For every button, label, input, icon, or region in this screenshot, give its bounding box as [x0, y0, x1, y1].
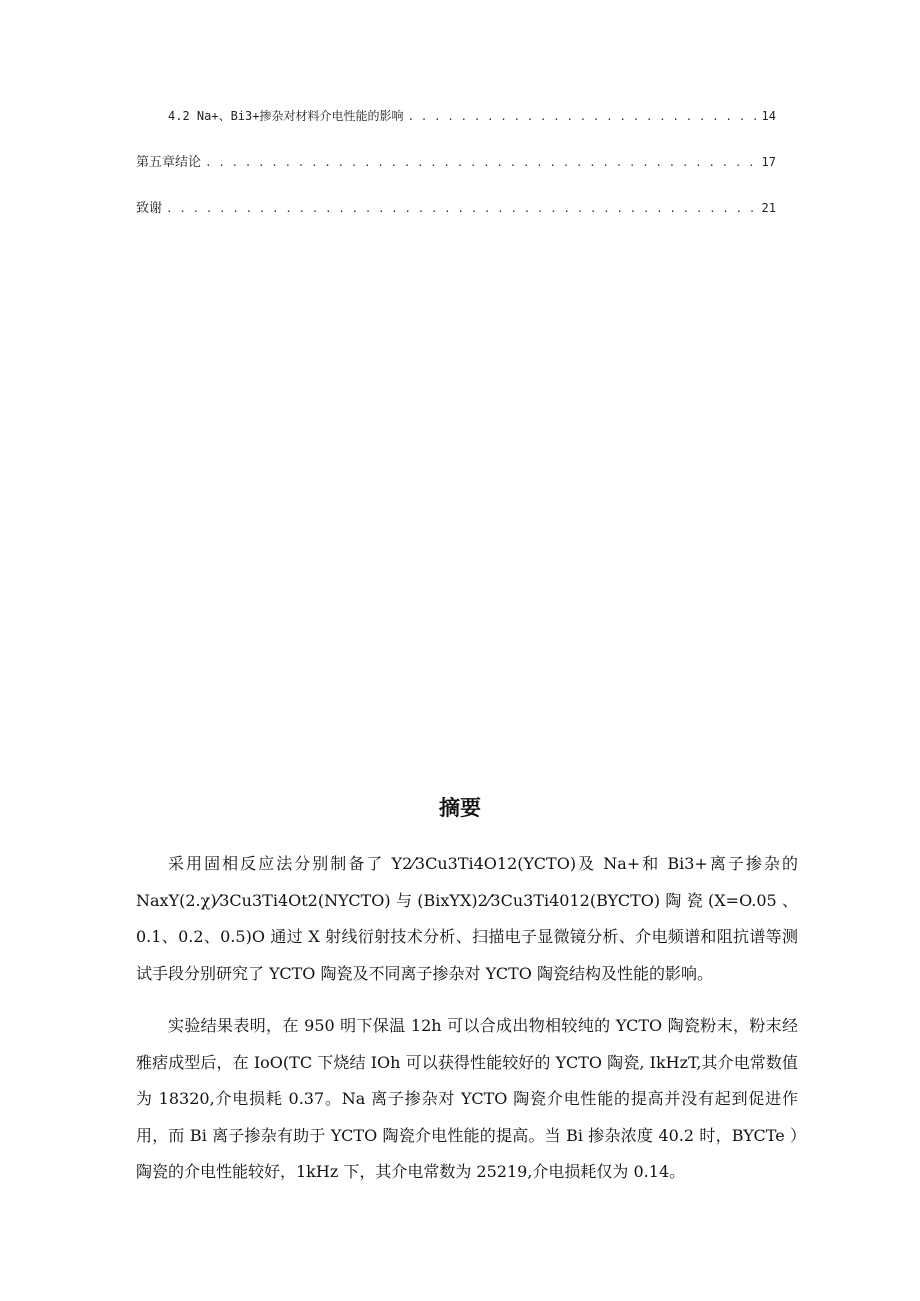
toc-entry-label: 致谢 [136, 201, 163, 216]
toc-entry-acknowledgements[interactable] [136, 197, 776, 216]
toc-leader-dots [205, 156, 758, 169]
toc-leader-dots [166, 202, 758, 215]
toc-entry-4-2[interactable] [168, 107, 776, 124]
toc-entry-page: 17 [761, 155, 776, 169]
toc-entry-label: 4.2 Na+、Bi3+掺杂对材料介电性能的影响 [168, 109, 404, 123]
abstract-paragraph-1: 采用固相反应法分别制备了 Y2⁄3Cu3Ti4O12(YCTO)及 Na+和 Bi3+离子掺杂的NaxY(2.χ)⁄3Cu3Ti4Ot2(NYCTO)与(BixYX)2⁄3Cu3Ti4012(BYCTO)陶瓷(X=O.05、0.1、0.2、0.5)O 通过 X 射线衍射技术分析、扫描电子显微镜分析、介电频谱和阻抗谱等测试手段分别研究了 YCTO 陶瓷及不同离子掺杂对 YCTO 陶瓷结构及性能的影响。 [136, 854, 798, 983]
toc-entry-label: 第五章结论 [136, 155, 202, 170]
abstract-title: 摘要 [439, 796, 481, 820]
abstract-paragraph-2: 实验结果表明，在 950 明下保温 12h 可以合成出物相较纯的 YCTO 陶瓷粉末，粉末经雅痞成型后，在 IoO(TC 下烧结 IOh 可以获得性能较好的 YCTO 陶瓷, IkHzT,其介电常数值为 18320,介电损耗 0.37。Na 离子掺杂对 YCTO 陶瓷介电性能的提高并没有起到促进作用，而 Bi 离子掺杂有助于 YCTO 陶瓷介电性能的提高。当 Bi 掺杂浓度 40.2 时，BYCTe ）陶瓷的介电性能较好，1kHz 下，其介电常数为 25219,介电损耗仅为 0.14。 [136, 1016, 798, 1181]
toc-entry-page: 21 [761, 201, 776, 215]
toc-entry-page: 14 [761, 109, 776, 123]
toc-entry-chapter-5[interactable] [136, 151, 776, 170]
toc-leader-dots [407, 110, 757, 123]
